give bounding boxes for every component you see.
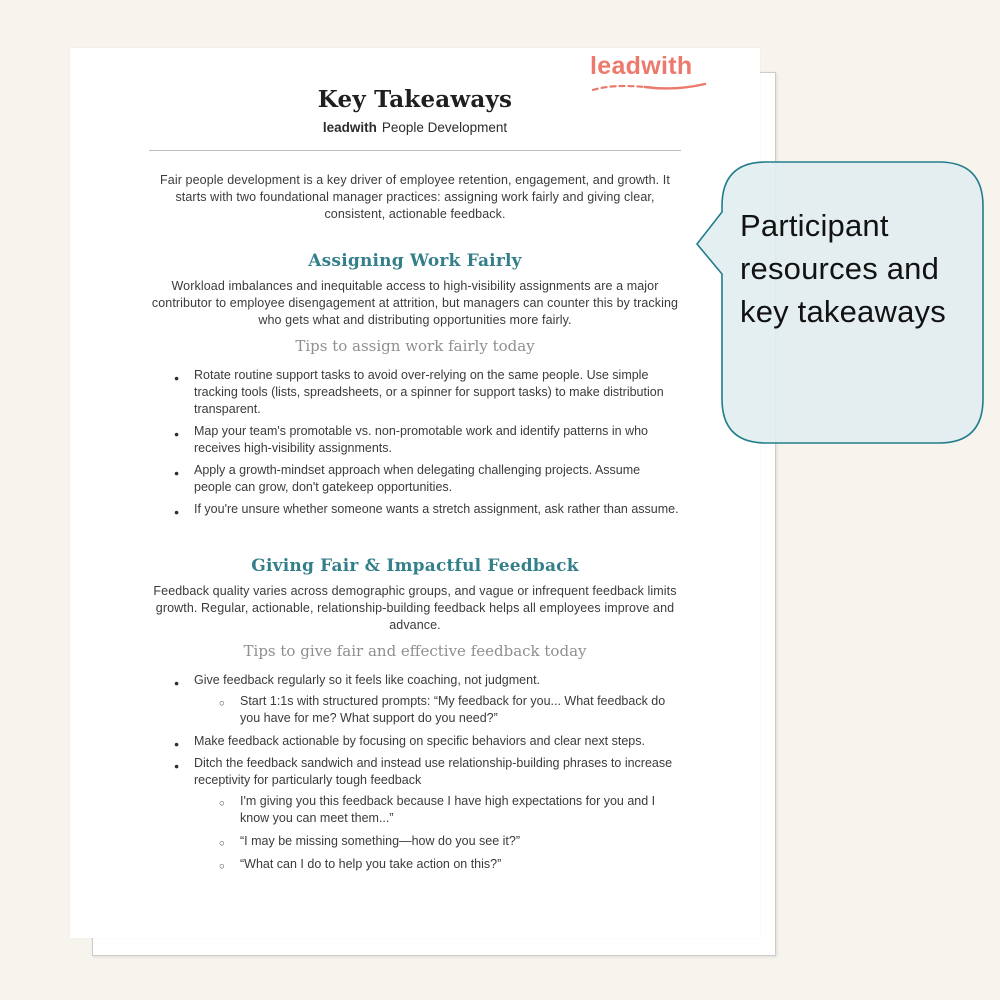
tips-title-assign: Tips to assign work fairly today [295, 337, 535, 355]
section-heading-giving-feedback: Giving Fair & Impactful Feedback [251, 556, 579, 576]
section-heading-assigning-work: Assigning Work Fairly [308, 251, 522, 271]
sub-list-item: ○ I'm giving you this feedback because I have high expectations for you and I know you can meet them...” [218, 793, 680, 827]
list-item [173, 755, 680, 873]
leadwith-logo [590, 54, 708, 94]
feedback-bullet-list [173, 672, 680, 873]
logo-wordmark: leadwith [590, 52, 693, 80]
list-item: ● Rotate routine support tasks to avoid over-relying on the same people. Use simple tracking tools (lists, spreadsheets, or a spinner for support tasks) to make distribution transparent. [173, 367, 680, 418]
section-body-assigning-work: Workload imbalances and inequitable access to high-visibility assignments are a major contributor to employee disengagement at attrition, but managers can counter this by tracking who gets what and distributing opportunities more fairly. [151, 279, 679, 327]
assign-bullet-list [173, 367, 680, 518]
sub-list-item: ○ “I may be missing something—how do you see it?” [218, 833, 680, 850]
list-item: ● Map your team's promotable vs. non-promotable work and identify patterns in who receives high-visibility assignments. [173, 423, 680, 457]
callout-text: Participant resources and key takeaways [740, 208, 946, 329]
header-divider [149, 150, 681, 151]
subtitle-brand: leadwith [322, 120, 377, 135]
sub-list [218, 793, 680, 873]
subtitle-text: People Development [381, 120, 508, 135]
logo-swoosh-icon [590, 80, 708, 94]
section-body-giving-feedback: Feedback quality varies across demographic groups, and vague or infrequent feedback limits growth. Regular, actionable, relationship-building feedback helps all employees improve and advance. [153, 584, 677, 632]
sub-list-item: ○ “What can I do to help you take action on this?” [218, 856, 680, 873]
list-item-text: ● Ditch the feedback sandwich and instead use relationship-building phrases to increase receptivity for particularly tough feedback [194, 756, 673, 787]
list-item: ● Apply a growth-mindset approach when delegating challenging projects. Assume people can grow, don't gatekeep opportunities. [173, 462, 680, 496]
list-item: ● Make feedback actionable by focusing on specific behaviors and clear next steps. [173, 733, 680, 750]
tips-title-feedback: Tips to give fair and effective feedback today [243, 642, 587, 660]
sub-list [218, 693, 680, 727]
sub-list-item: ○ Start 1:1s with structured prompts: “My feedback for you... What feedback do you have for me? What support do you need?” [218, 693, 680, 727]
document-page [70, 48, 760, 938]
page-subtitle [70, 120, 760, 135]
list-item: ● If you're unsure whether someone wants a stretch assignment, ask rather than assume. [173, 501, 680, 518]
intro-paragraph: Fair people development is a key driver of employee retention, engagement, and growth. It starts with two foundational manager practices: assigning work fairly and giving clear, consistent, actionable feedback. [160, 173, 670, 221]
callout-bubble [688, 156, 990, 452]
list-item-text: ● Give feedback regularly so it feels like coaching, not judgment. [194, 673, 541, 687]
list-item [173, 672, 680, 727]
page-title: Key Takeaways [317, 86, 513, 113]
